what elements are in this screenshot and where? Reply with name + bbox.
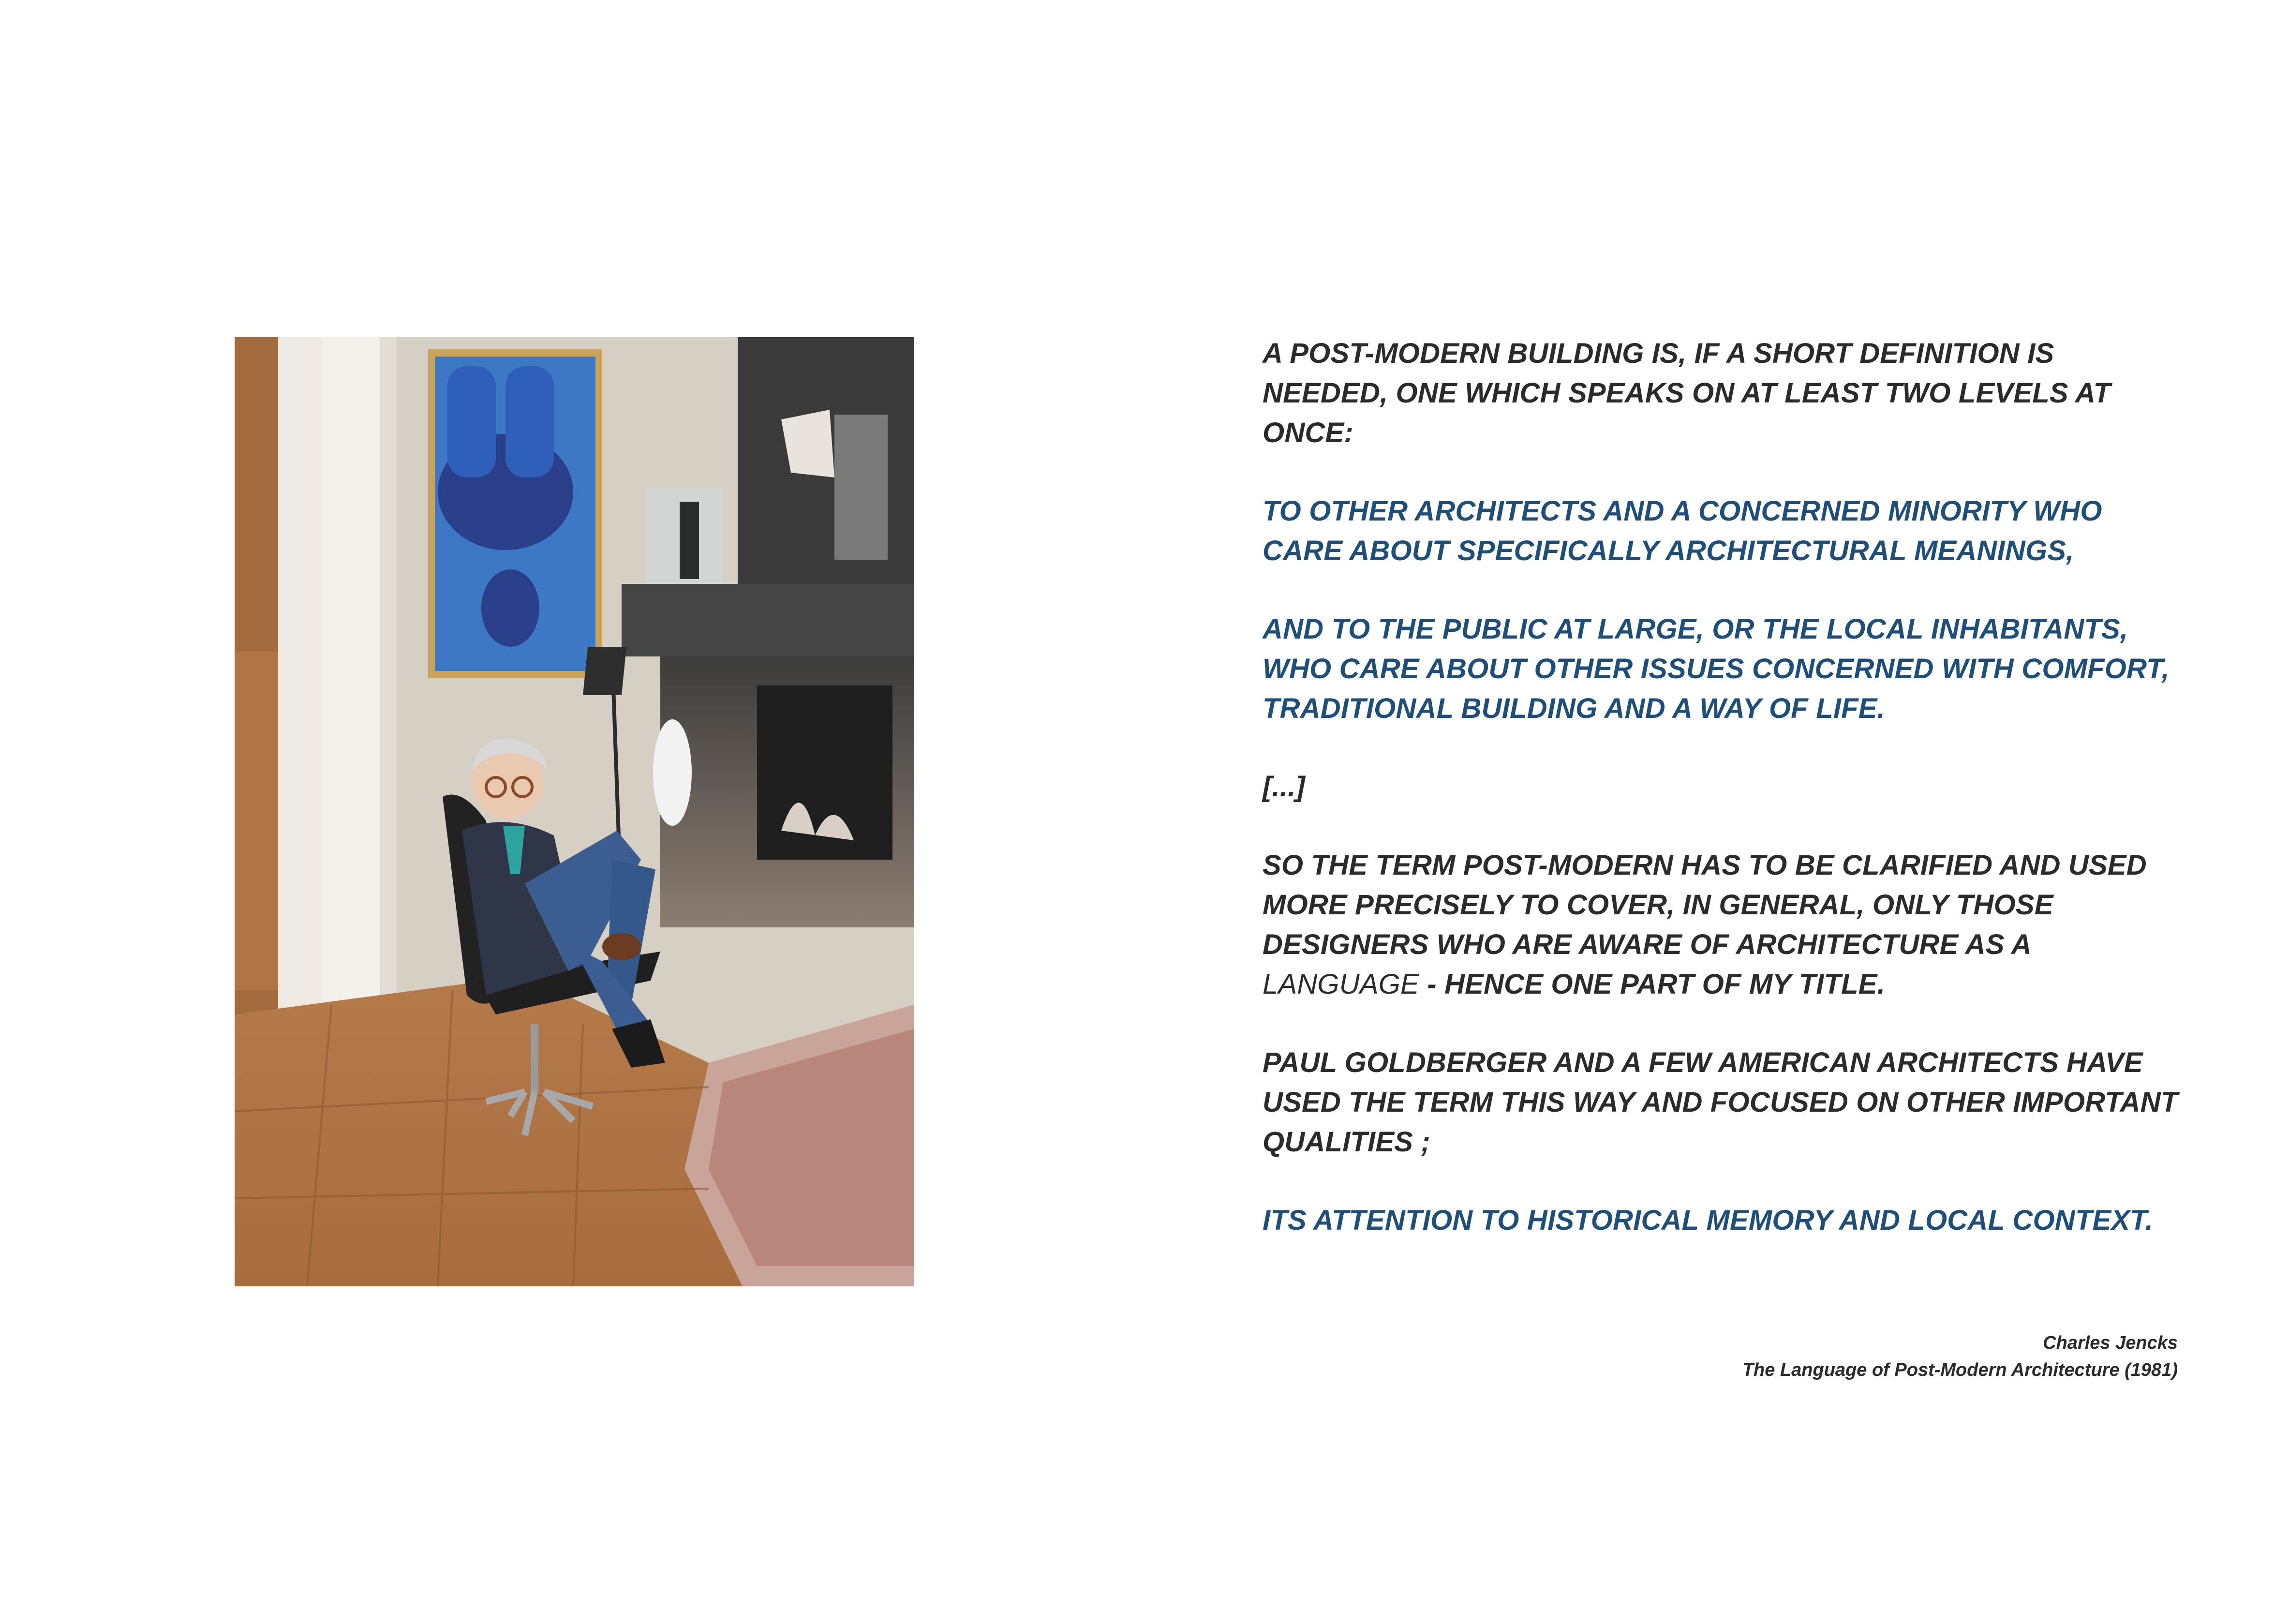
portrait-illustration [235, 337, 914, 1286]
attribution-author: Charles Jencks [2043, 1333, 2178, 1353]
attribution [1742, 1329, 2178, 1384]
quote-paragraph: AND TO THE PUBLIC AT LARGE, OR THE LOCAL INHABITANTS, WHO CARE ABOUT OTHER ISSUES CONCERNED WITH COMFORT, TRADITIONAL BUILDING AND A WAY OF LIFE. [1263, 613, 2170, 724]
quote-paragraph: A POST-MODERN BUILDING IS, IF A SHORT DEFINITION IS NEEDED, ONE WHICH SPEAKS ON AT LEAST TWO LEVELS AT ONCE: [1263, 338, 2111, 448]
quote-paragraph: ITS ATTENTION TO HISTORICAL MEMORY AND LOCAL CONTEXT. [1263, 1205, 2153, 1236]
language-emphasis: LANGUAGE [1263, 968, 1419, 1000]
quote-text-segment: SO THE TERM POST-MODERN HAS TO BE CLARIFIED AND USED MORE PRECISELY TO COVER, IN GENERAL, ONLY THOSE DESIGNERS WHO ARE AWARE OF ARCHITECTURE AS A [1263, 849, 2147, 960]
quote-ellipsis: [...] [1263, 771, 1305, 803]
quote-text-segment: - HENCE ONE PART OF MY TITLE. [1419, 968, 1885, 1000]
attribution-work: The Language of Post-Modern Architecture (1981) [1742, 1360, 2178, 1380]
quote-paragraph [1263, 846, 2186, 1004]
portrait-photo [235, 337, 914, 1286]
quote-paragraph: PAUL GOLDBERGER AND A FEW AMERICAN ARCHITECTS HAVE USED THE TERM THIS WAY AND FOCUSED ON OTHER IMPORTANT QUALITIES ; [1263, 1047, 2178, 1158]
quote-paragraph: TO OTHER ARCHITECTS AND A CONCERNED MINORITY WHO CARE ABOUT SPECIFICALLY ARCHITECTURAL MEANINGS, [1263, 495, 2102, 566]
quote-text [1263, 334, 2186, 1279]
